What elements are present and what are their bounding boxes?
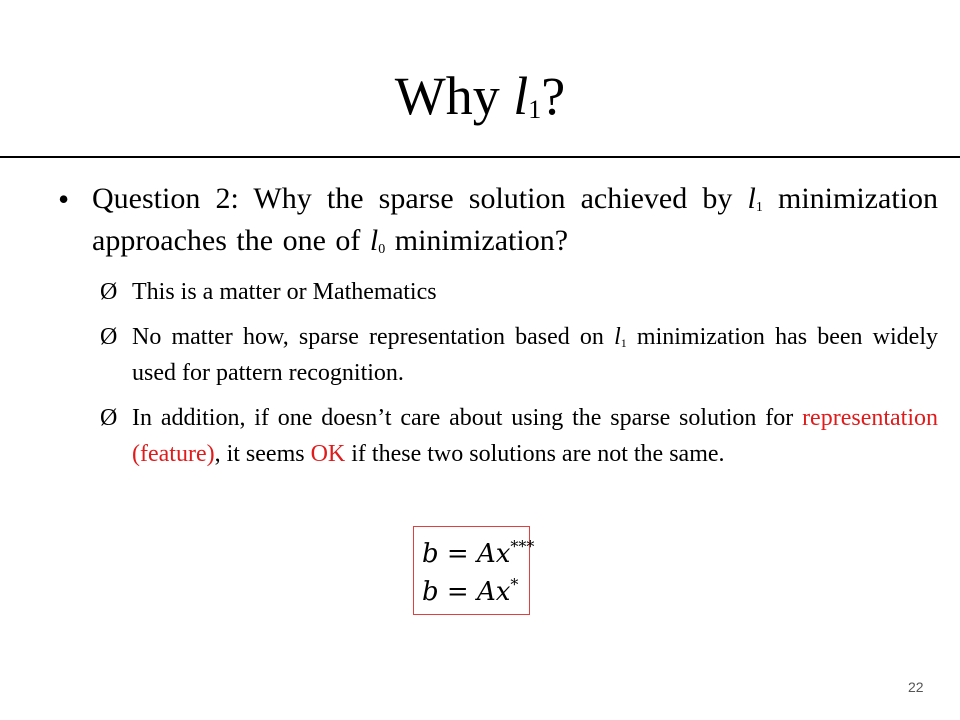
title-suffix: ? (541, 66, 566, 126)
question-part-c: minimization? (385, 224, 569, 257)
page-number: 22 (908, 679, 924, 695)
sub-point-2-sub: 1 (620, 336, 627, 350)
sub-point-3-part-b: , it seems (214, 441, 311, 467)
sub-point-1 (56, 274, 938, 310)
title-divider (0, 156, 960, 158)
sub-points (56, 274, 938, 472)
equation-box (413, 526, 535, 615)
question-part-a: Question 2: Why the sparse solution achieved by (92, 182, 748, 215)
highlight-representation: representation (feature) (132, 405, 938, 467)
arrow-icon: Ø (100, 405, 118, 431)
equation-2-body: b = Ax (422, 577, 511, 607)
sub-point-2-part-a: No matter how, sparse representation based on (132, 324, 615, 350)
sub-point-2 (56, 319, 938, 391)
sub-point-2-part-b: minimization has been widely used for pattern recognition. (132, 324, 938, 386)
equation-2-superscript: * (510, 575, 519, 594)
equation-1 (422, 539, 534, 569)
sub-point-2-var: l (614, 324, 621, 350)
sub-point-1-text: This is a matter or Mathematics (132, 279, 437, 305)
bullet-marker: • (58, 181, 70, 217)
equation-1-body: b = Ax (422, 539, 511, 569)
arrow-icon: Ø (100, 324, 118, 350)
title-subscript: 1 (528, 95, 542, 124)
question-text (92, 178, 938, 262)
equation-1-superscript: *** (510, 537, 535, 556)
highlight-ok: OK (310, 441, 346, 467)
question-sub-a: 1 (755, 200, 763, 215)
sub-point-3-part-c: if these two solutions are not the same. (345, 441, 725, 467)
slide-title (0, 64, 960, 128)
sub-point-3-text (132, 400, 938, 472)
sub-point-2-text (132, 319, 938, 391)
question-part-b: minimization approaches the one of (92, 182, 938, 257)
sub-point-3-part-a: In addition, if one doesn’t care about using the sparse solution for (132, 405, 803, 431)
title-variable: l (513, 66, 529, 126)
question-var-a: l (747, 182, 756, 215)
question-sub-b: 0 (378, 242, 386, 257)
equation-2 (422, 577, 518, 607)
slide-body (56, 178, 938, 481)
main-bullet (56, 178, 938, 262)
sub-point-3 (56, 400, 938, 472)
title-prefix: Why (394, 66, 514, 126)
arrow-icon: Ø (100, 279, 118, 305)
question-var-b: l (369, 224, 379, 257)
